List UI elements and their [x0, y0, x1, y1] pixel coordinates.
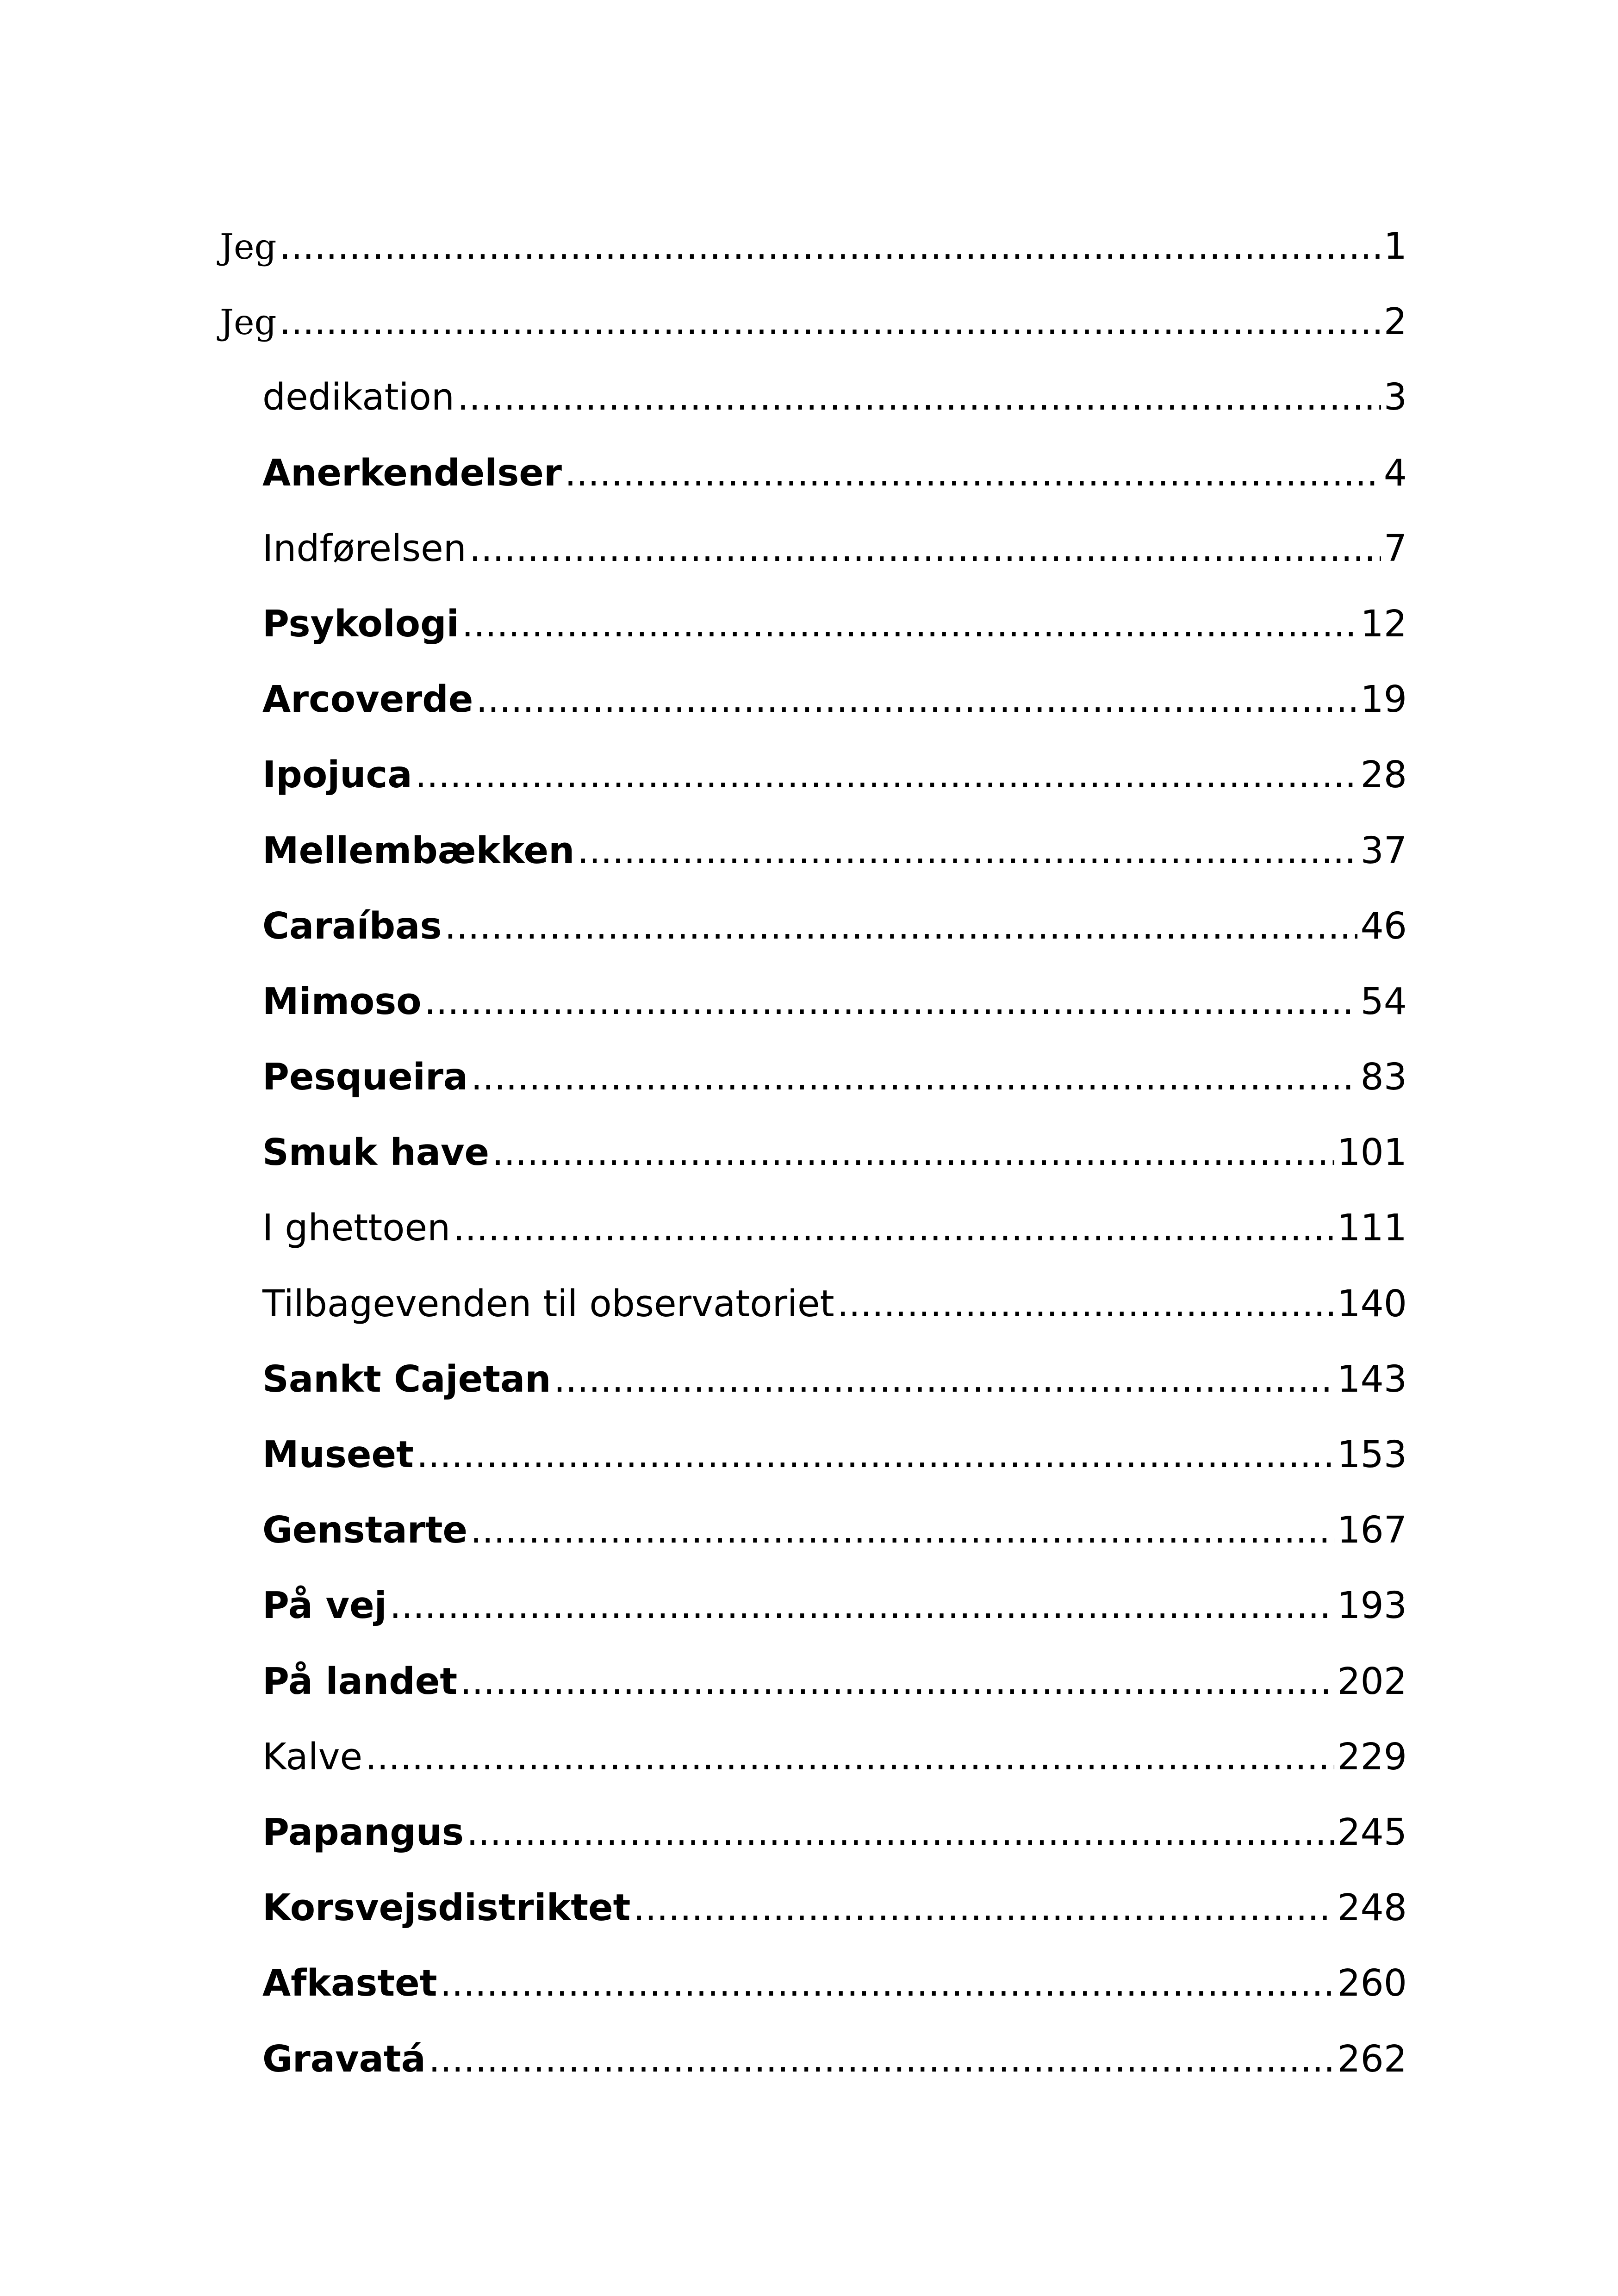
toc-page-number[interactable]: 46 [1360, 904, 1407, 947]
toc-entry-line [262, 746, 1407, 804]
toc-page-number[interactable]: 167 [1337, 1509, 1407, 1552]
toc-entry[interactable] [220, 1577, 1407, 1652]
toc-page-number[interactable]: 4 [1383, 451, 1407, 494]
toc-entry[interactable] [220, 822, 1407, 897]
toc-entry-line [262, 1653, 1407, 1711]
toc-entry-line [262, 520, 1407, 578]
toc-entry[interactable] [220, 2030, 1407, 2106]
toc-page-number[interactable]: 245 [1337, 1811, 1407, 1854]
toc-entry-line [220, 293, 1407, 351]
toc-dot-leader [837, 1275, 1335, 1333]
toc-dot-leader [469, 520, 1381, 578]
toc-entry[interactable] [220, 671, 1407, 746]
toc-entry-title[interactable]: Psykologi [262, 602, 459, 645]
toc-entry-line [220, 218, 1407, 276]
toc-entry-title[interactable]: Gravatá [262, 2037, 426, 2080]
toc-entry-title[interactable]: Mimoso [262, 980, 422, 1023]
toc-entry-line [262, 368, 1407, 426]
toc-entry[interactable] [220, 1501, 1407, 1577]
toc-entry-line [262, 1350, 1407, 1408]
toc-dot-leader [462, 595, 1358, 653]
toc-page-number[interactable]: 193 [1337, 1584, 1407, 1627]
toc-entry-title[interactable]: På vej [262, 1584, 387, 1627]
toc-entry-title[interactable]: Arcoverde [262, 678, 473, 721]
toc-entry-line [262, 822, 1407, 880]
toc-entry-title[interactable]: Anerkendelser [262, 451, 562, 494]
toc-entry-line [262, 1577, 1407, 1635]
toc-entry[interactable] [220, 897, 1407, 973]
toc-entry-line [262, 1275, 1407, 1333]
toc-entry[interactable] [220, 1275, 1407, 1350]
toc-entry[interactable] [220, 520, 1407, 595]
toc-entry[interactable] [220, 1124, 1407, 1199]
toc-dot-leader [279, 218, 1381, 275]
toc-entry-title[interactable]: Jeg [220, 226, 277, 267]
toc-entry-line [262, 595, 1407, 653]
toc-entry-line [262, 897, 1407, 955]
toc-dot-leader [565, 444, 1381, 502]
toc-page-number[interactable]: 248 [1337, 1886, 1407, 1929]
toc-entry-line [262, 973, 1407, 1031]
toc-page-number[interactable]: 83 [1360, 1056, 1407, 1099]
toc-entry-title[interactable]: Genstarte [262, 1509, 468, 1552]
toc-entry-title[interactable]: Afkastet [262, 1962, 437, 2005]
toc-page-number[interactable]: 202 [1337, 1660, 1407, 1703]
toc-entry-line [262, 1124, 1407, 1182]
toc-dot-leader [415, 746, 1358, 804]
toc-entry[interactable] [220, 1350, 1407, 1426]
toc-dot-leader [460, 1653, 1334, 1711]
toc-dot-leader [554, 1350, 1335, 1408]
toc-dot-leader [476, 671, 1357, 728]
toc-entry-title[interactable]: Papangus [262, 1811, 464, 1854]
toc-entry-title[interactable]: Caraíbas [262, 904, 442, 947]
toc-entry[interactable] [220, 1426, 1407, 1501]
toc-page-number[interactable]: 3 [1383, 376, 1407, 419]
toc-entry-line [262, 1954, 1407, 2012]
toc-page-number[interactable]: 2 [1383, 300, 1407, 343]
toc-entry-title[interactable]: Kalve [262, 1735, 363, 1778]
toc-entry[interactable] [220, 293, 1407, 368]
toc-entry-title[interactable]: Ipojuca [262, 753, 412, 796]
toc-dot-leader [577, 822, 1357, 880]
toc-page-number[interactable]: 143 [1337, 1357, 1407, 1400]
toc-page-number[interactable]: 7 [1383, 527, 1407, 570]
toc-dot-leader [467, 1804, 1334, 1861]
toc-entry-title[interactable]: Indførelsen [262, 527, 467, 570]
toc-entry-line [262, 1048, 1407, 1106]
toc-page-number[interactable]: 140 [1337, 1282, 1407, 1325]
toc-page-number[interactable]: 229 [1337, 1735, 1407, 1778]
toc-entry-line [262, 1199, 1407, 1257]
toc-entry[interactable] [220, 368, 1407, 444]
toc-page-number[interactable]: 101 [1337, 1131, 1407, 1174]
toc-entry[interactable] [220, 218, 1407, 293]
toc-entry-title[interactable]: Tilbagevenden til observatoriet [262, 1282, 834, 1325]
toc-dot-leader [445, 897, 1358, 955]
toc-dot-leader [390, 1577, 1334, 1635]
toc-entry-line [262, 1501, 1407, 1559]
toc-entry[interactable] [220, 1954, 1407, 2030]
toc-entry[interactable] [220, 1048, 1407, 1124]
toc-entry[interactable] [220, 1653, 1407, 1728]
table-of-contents [220, 218, 1407, 2106]
toc-entry[interactable] [220, 1879, 1407, 1954]
toc-page-number[interactable]: 12 [1360, 602, 1407, 645]
toc-dot-leader [470, 1501, 1334, 1559]
toc-entry[interactable] [220, 1804, 1407, 1879]
toc-entry-line [262, 444, 1407, 502]
toc-page-number[interactable]: 19 [1360, 678, 1407, 721]
toc-dot-leader [440, 1954, 1335, 2012]
toc-dot-leader [365, 1728, 1334, 1786]
toc-page-number[interactable]: 262 [1337, 2037, 1407, 2080]
toc-page-number[interactable]: 111 [1337, 1207, 1407, 1250]
toc-entry-line [262, 1879, 1407, 1937]
toc-dot-leader [279, 293, 1381, 351]
toc-page-number[interactable]: 153 [1337, 1433, 1407, 1476]
toc-entry[interactable] [220, 746, 1407, 821]
toc-page-number[interactable]: 1 [1383, 225, 1407, 268]
toc-entry[interactable] [220, 973, 1407, 1048]
toc-entry-line [262, 1728, 1407, 1786]
toc-dot-leader [471, 1048, 1357, 1106]
toc-entry-title[interactable]: Smuk have [262, 1131, 490, 1174]
toc-entry[interactable] [220, 1728, 1407, 1804]
toc-entry[interactable] [220, 444, 1407, 520]
toc-page-number[interactable]: 28 [1360, 753, 1407, 796]
toc-dot-leader [633, 1879, 1334, 1937]
toc-entry-title[interactable]: Sankt Cajetan [262, 1357, 551, 1400]
toc-entry-title[interactable]: Pesqueira [262, 1056, 468, 1099]
toc-dot-leader [492, 1124, 1334, 1182]
toc-entry-title[interactable]: Korsvejsdistriktet [262, 1886, 631, 1929]
toc-entry-line [262, 1426, 1407, 1484]
toc-entry[interactable] [220, 595, 1407, 671]
toc-entry-title[interactable]: I ghettoen [262, 1207, 451, 1250]
toc-page-number[interactable]: 54 [1360, 980, 1407, 1023]
toc-entry-line [262, 1804, 1407, 1861]
toc-entry-line [262, 671, 1407, 728]
toc-entry-title[interactable]: Jeg [220, 302, 277, 343]
toc-entry-title[interactable]: På landet [262, 1660, 458, 1703]
toc-dot-leader [429, 2030, 1334, 2088]
toc-dot-leader [424, 973, 1358, 1031]
toc-page-number[interactable]: 260 [1337, 1962, 1407, 2005]
toc-entry-title[interactable]: Mellembækken [262, 829, 575, 872]
toc-dot-leader [457, 368, 1381, 426]
toc-dot-leader [453, 1199, 1334, 1257]
toc-page-number[interactable]: 37 [1360, 829, 1407, 872]
toc-entry-title[interactable]: dedikation [262, 376, 454, 419]
toc-dot-leader [417, 1426, 1334, 1484]
toc-entry-title[interactable]: Museet [262, 1433, 414, 1476]
toc-entry[interactable] [220, 1199, 1407, 1275]
toc-entry-line [262, 2030, 1407, 2088]
